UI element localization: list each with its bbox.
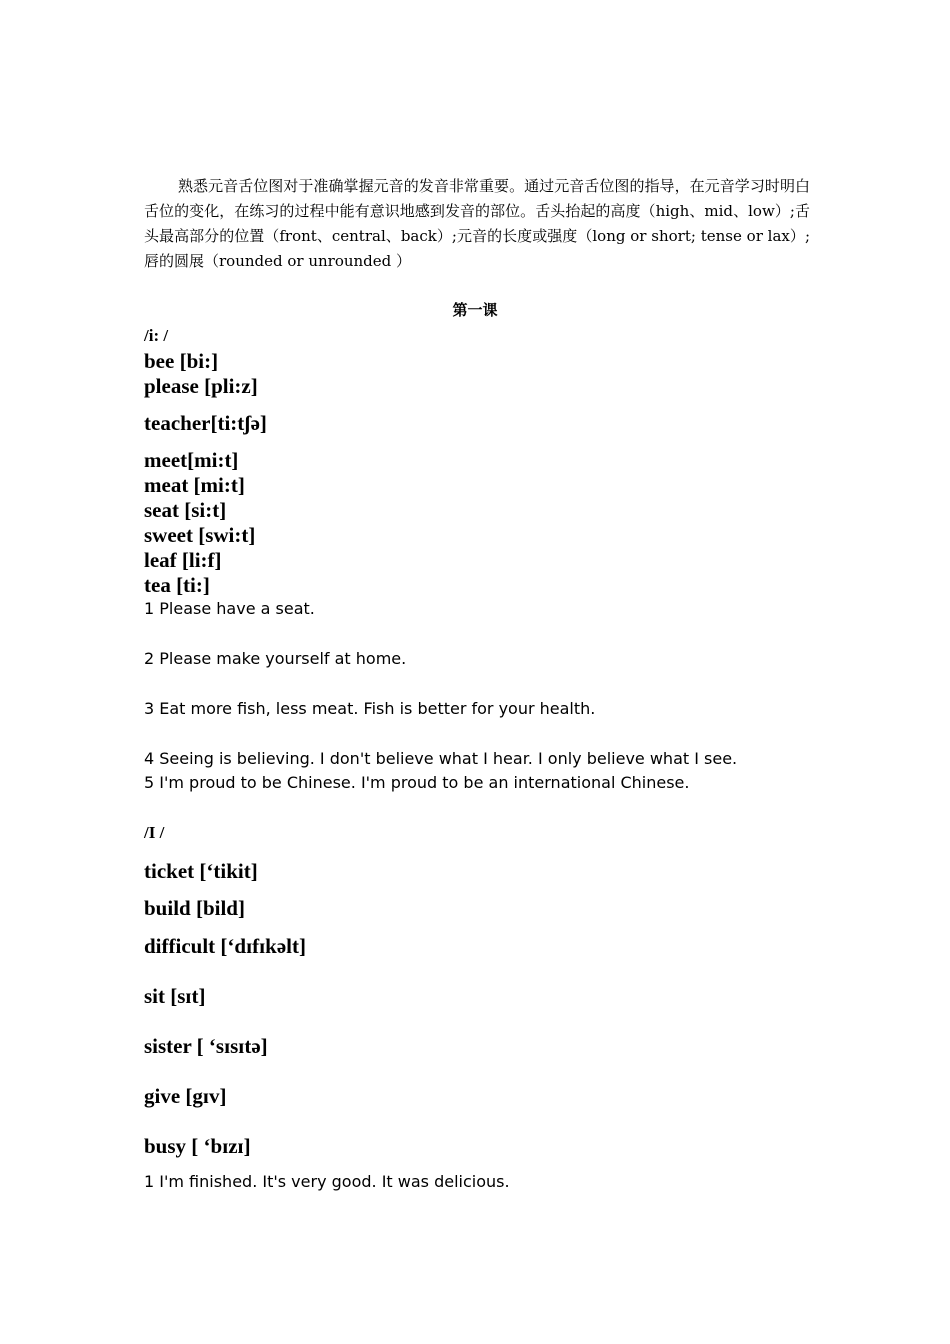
word-entry: meat [mi:t] xyxy=(144,473,245,497)
practice-sentence: 1 Please have a seat. xyxy=(144,599,315,618)
word-entry: meet[mi:t] xyxy=(144,448,239,472)
word-entry: ticket [‘tikit] xyxy=(144,859,258,883)
word-entry: teacher[ti:tʃə] xyxy=(144,411,267,435)
intro-paragraph: 熟悉元音舌位图对于准确掌握元音的发音非常重要。通过元音舌位图的指导，在元音学习时明白舌位的变化，在练习的过程中能有意识地感到发音的部位。舌头抬起的高度（high、mid、low）;舌头最高部分的位置（front、central、back）;元音的长度或强度（long or short; tense or lax）;唇的圆展（rounded or unrounded ） xyxy=(144,177,810,270)
practice-sentence: 3 Eat more fish, less meat. Fish is better for your health. xyxy=(144,699,596,718)
lesson-title: 第一课 xyxy=(452,301,498,319)
practice-sentence: 1 I'm finished. It's very good. It was delicious. xyxy=(144,1172,510,1191)
word-entry: tea [ti:] xyxy=(144,573,210,597)
word-entry: seat [si:t] xyxy=(144,498,227,522)
word-entry: sit [sɪt] xyxy=(144,984,206,1008)
phonetic-symbol-long-i: /i: / xyxy=(144,326,169,345)
word-entry: difficult [‘dɪfɪkəlt] xyxy=(144,934,306,958)
phonetic-symbol-short-i: /I / xyxy=(144,823,165,842)
practice-sentence: 5 I'm proud to be Chinese. I'm proud to be an international Chinese. xyxy=(144,773,690,792)
word-entry: give [gɪv] xyxy=(144,1084,227,1108)
word-entry: sister [ ‘sɪsɪtə] xyxy=(144,1034,268,1058)
word-entry: sweet [swi:t] xyxy=(144,523,256,547)
word-entry: bee [bi:] xyxy=(144,349,219,373)
practice-sentence: 2 Please make yourself at home. xyxy=(144,649,407,668)
practice-sentence: 4 Seeing is believing. I don't believe what I hear. I only believe what I see. xyxy=(144,749,738,768)
word-entry: busy [ ‘bɪzɪ] xyxy=(144,1134,251,1158)
word-entry: build [bild] xyxy=(144,896,245,920)
word-entry: please [pli:z] xyxy=(144,374,258,398)
word-entry: leaf [li:f] xyxy=(144,548,222,572)
